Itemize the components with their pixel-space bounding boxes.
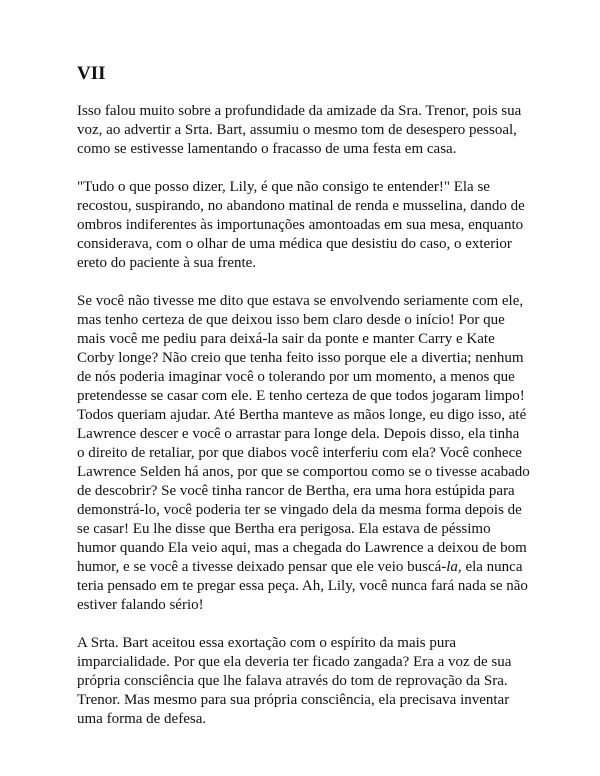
paragraph-3 <box>77 292 530 615</box>
paragraph-4: A Srta. Bart aceitou essa exortação com o espírito da mais pura imparcialidade. Por que ela deveria ter ficado zangada? Era a voz de sua própria consciência que lhe falava através do tom de reprovação da Sra. Trenor. Mas mesmo para sua própria consciência, ela precisava inventar uma forma de defesa. <box>77 635 512 727</box>
paragraph-1: Isso falou muito sobre a profundidade da amizade da Sra. Trenor, pois sua voz, ao advertir a Srta. Bart, assumiu o mesmo tom de desespero pessoal, como se estivesse lamentando o fracasso de uma festa em casa. <box>77 103 522 157</box>
paragraph-3-text-b: ela nunca teria pensado em te pregar essa peça. Ah, Lily, você nunca fará nada se não estiver falando sério! <box>77 559 528 613</box>
chapter-heading: VII <box>77 63 106 84</box>
paragraph-2: "Tudo o que posso dizer, Lily, é que não consigo te entender!" Ela se recostou, suspirando, no abandono matinal de renda e musselina, dando de ombros indiferentes às importunações amontoadas em sua mesa, enquanto considerava, com o olhar de uma médica que desistiu do caso, o exterior ereto do paciente à sua frente. <box>77 179 525 271</box>
paragraph-3-italic: -la, <box>441 559 462 575</box>
paragraph-3-text-a: Se você não tivesse me dito que estava se envolvendo seriamente com ele, mas tenho certeza de que deixou isso bem claro desde o início! Por que mais você me pediu para deixá-la sair da ponte e manter Carry e Kate Corby longe? Não creio que tenha feito isso porque ele a divertia; nenhum de nós poderia imaginar você o tolerando por um momento, a menos que pretendesse se casar com ele. E tenho certeza de que todos jogaram limpo! Todos queriam ajudar. Até Bertha manteve as mãos longe, eu digo isso, até Lawrence descer e você o arrastar para longe dela. Depois disso, ela tinha o direito de retaliar, por que diabos você interferiu com ela? Você conhece Lawrence Selden há anos, por que se comportou como se o tivesse acabado de descobrir? Se você tinha rancor de Bertha, era uma hora estúpida para demonstrá-lo, você poderia ter se vingado dela da mesma forma depois de se casar! Eu lhe disse que Bertha era perigosa. Ela estava de péssimo humor quando Ela veio aqui, mas a chegada do Lawrence a deixou de bom humor, e se você a tivesse deixado pensar que ele veio buscá <box>77 293 530 575</box>
